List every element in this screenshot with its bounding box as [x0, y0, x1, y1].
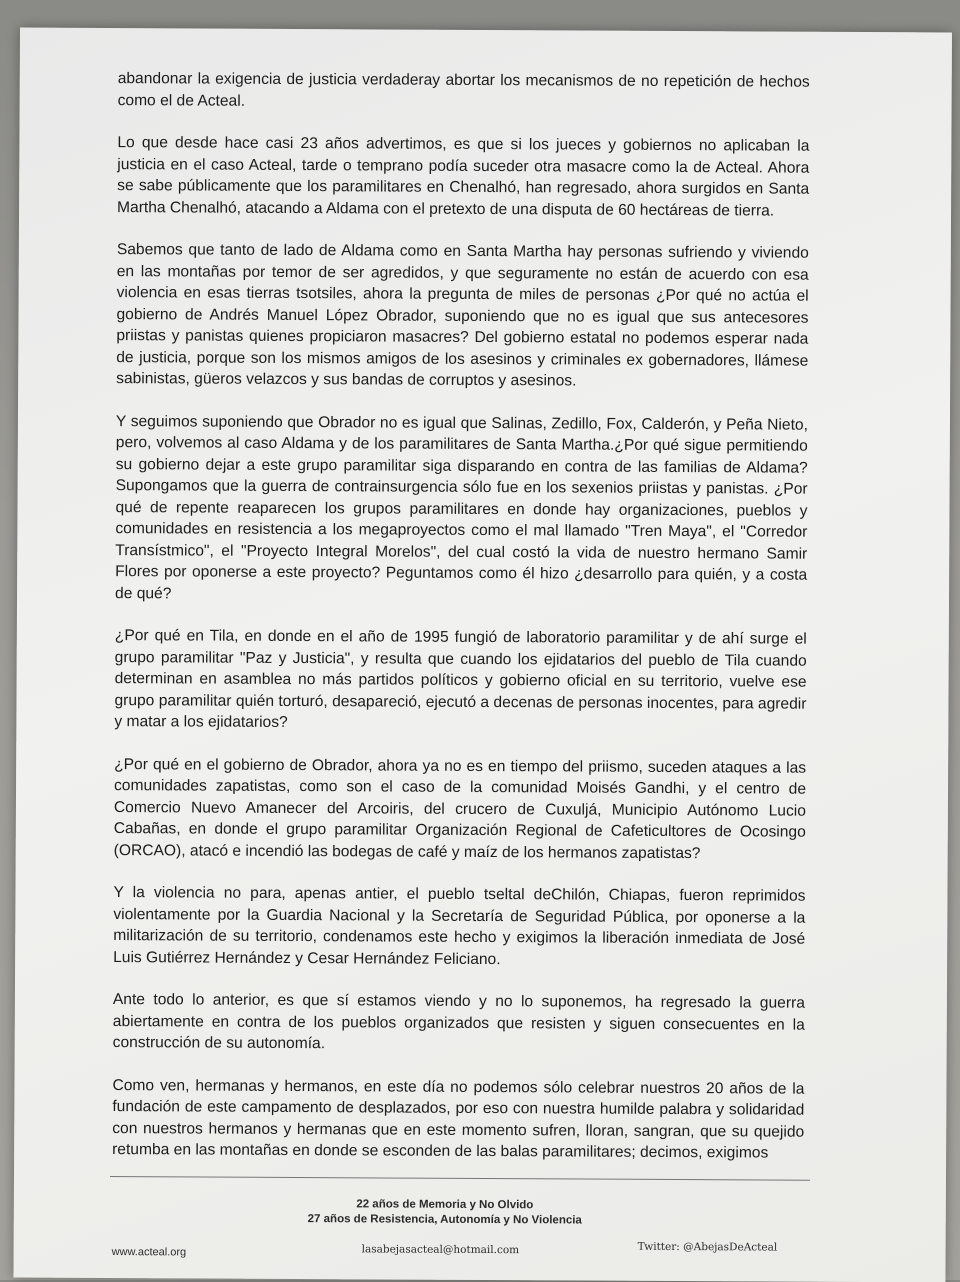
footer-email: lasabejasacteal@hotmail.com	[361, 1243, 520, 1257]
letter-body	[112, 68, 810, 1185]
footer-website: www.acteal.org	[111, 1246, 187, 1259]
document-page	[13, 28, 952, 1282]
footer-twitter: Twitter: @AbejasDeActeal	[637, 1240, 778, 1254]
paragraph: Sabemos que tanto de lado de Aldama como en Santa Martha hay personas sufriendo y viviendo en las montañas por temor de ser agredidos, y que seguramente no están de acuerdo con esa violencia en esas tierras tsotsiles, ahora la pregunta de miles de personas ¿Por qué no actúa el gobierno de Andrés Manuel López Obrador, suponiendo que no es igual que sus antecesores priistas y panistas quienes propiciaron masacres? Del gobierno estatal no podemos esperar nada de justicia, porque son los mismos amigos de los asesinos y criminales ex gobernadores, llámese sabinistas, güeros velazcos y sus bandas de corruptos y asesinos.	[116, 241, 809, 390]
paragraph: Y seguimos suponiendo que Obrador no es igual que Salinas, Zedillo, Fox, Calderón, y Peña Nieto, pero, volvemos al caso Aldama y de los paramilitares de Santa Martha.¿Por qué sigue permitiendo su gobierno dejar a este grupo paramilitar siga disparando en contra de las familias de Aldama? Supongamos que la guerra de contrainsurgencia sólo fue en los sexenios priistas y panistas. ¿Por qué de repente reaparecen los grupos paramilitares en donde hay organizaciones, pueblos y comunidades en resistencia a los megaproyectos como el mal llamado "Tren Maya", el "Corredor Transístmico", el "Proyecto Integral Morelos", del cual costó la vida de nuestro hermano Samir Flores por oponerse a este proyecto? Peguntamos como él hizo ¿desarrollo para quién, y a costa de qué?	[115, 412, 808, 602]
paragraph: Ante todo lo anterior, es que sí estamos viendo y no lo suponemos, ha regresado la guerra abiertamente en contra de los pueblos organizados que resisten y siguen consecuentes en la construcción de su autonomía.	[112, 991, 805, 1053]
footer-motto-line-1: 22 años de Memoria y No Olvido	[356, 1198, 534, 1212]
paragraph: ¿Por qué en el gobierno de Obrador, ahora ya no es en tiempo del priismo, suceden ataques a las comunidades zapatistas, como son el caso de la comunidad Moisés Gandhi, y el centro de Comercio Nuevo Amanecer del Arcoiris, del crucero de Cuxuljá, Municipio Autónomo Lucio Cabañas, en donde el grupo paramilitar Organización Regional de Cafeticultores de Ocosingo (ORCAO), atacó e incendió las bodegas de café y maíz de los hermanos zapatistas?	[113, 755, 807, 862]
paragraph: Y la violencia no para, apenas antier, el pueblo tseltal deChilón, Chiapas, fueron reprimidos violentamente por la Guardia Nacional y la Secretaría de Seguridad Pública, por oponerse a la militarización de su territorio, condenamos este hecho y exigimos la liberación inmediata de José Luis Gutiérrez Hernández y Cesar Hernández Feliciano.	[113, 884, 806, 968]
paragraph: abandonar la exigencia de justicia verdaderay abortar los mecanismos de no repetición de hechos como el de Acteal.	[117, 70, 810, 110]
footer-motto	[110, 1196, 810, 1230]
paragraph: Como ven, hermanas y hermanos, en este día no podemos sólo celebrar nuestros 20 años de la fundación de este campamento de desplazados, por eso con nuestra humilde palabra y solidaridad con nuestros hermanos y hermanas que en este momento sufren, lloran, sangran, que su quejido retumba en las montañas en donde se esconden de las balas paramilitares; decimos, exigimos	[112, 1076, 805, 1162]
paragraph: ¿Por qué en Tila, en donde en el año de 1995 fungió de laboratorio paramilitar y de ahí surge el grupo paramilitar "Paz y Justicia", y resulta que cuando los ejidatarios del pueblo de Tila cuando determinan en asamblea no más partidos políticos y gobierno oficial en su territorio, vuelve ese grupo paramilitar quién torturó, desapareció, ejecutó a decenas de personas inocentes, para agredir y matar a los ejidatarios?	[114, 627, 807, 731]
footer-motto-line-2: 27 años de Resistencia, Autonomía y No Violencia	[307, 1213, 582, 1227]
paragraph: Lo que desde hace casi 23 años advertimos, es que si los jueces y gobiernos no aplicaban la justicia en el caso Acteal, tarde o temprano podía suceder otra masacre como la de Acteal. Ahora se sabe públicamente que los paramilitares en Chenalhó, han regresado, ahora surgidos en Santa Martha Chenalhó, atacando a Aldama con el pretexto de una disputa de 60 hectáreas de tierra.	[117, 134, 810, 220]
